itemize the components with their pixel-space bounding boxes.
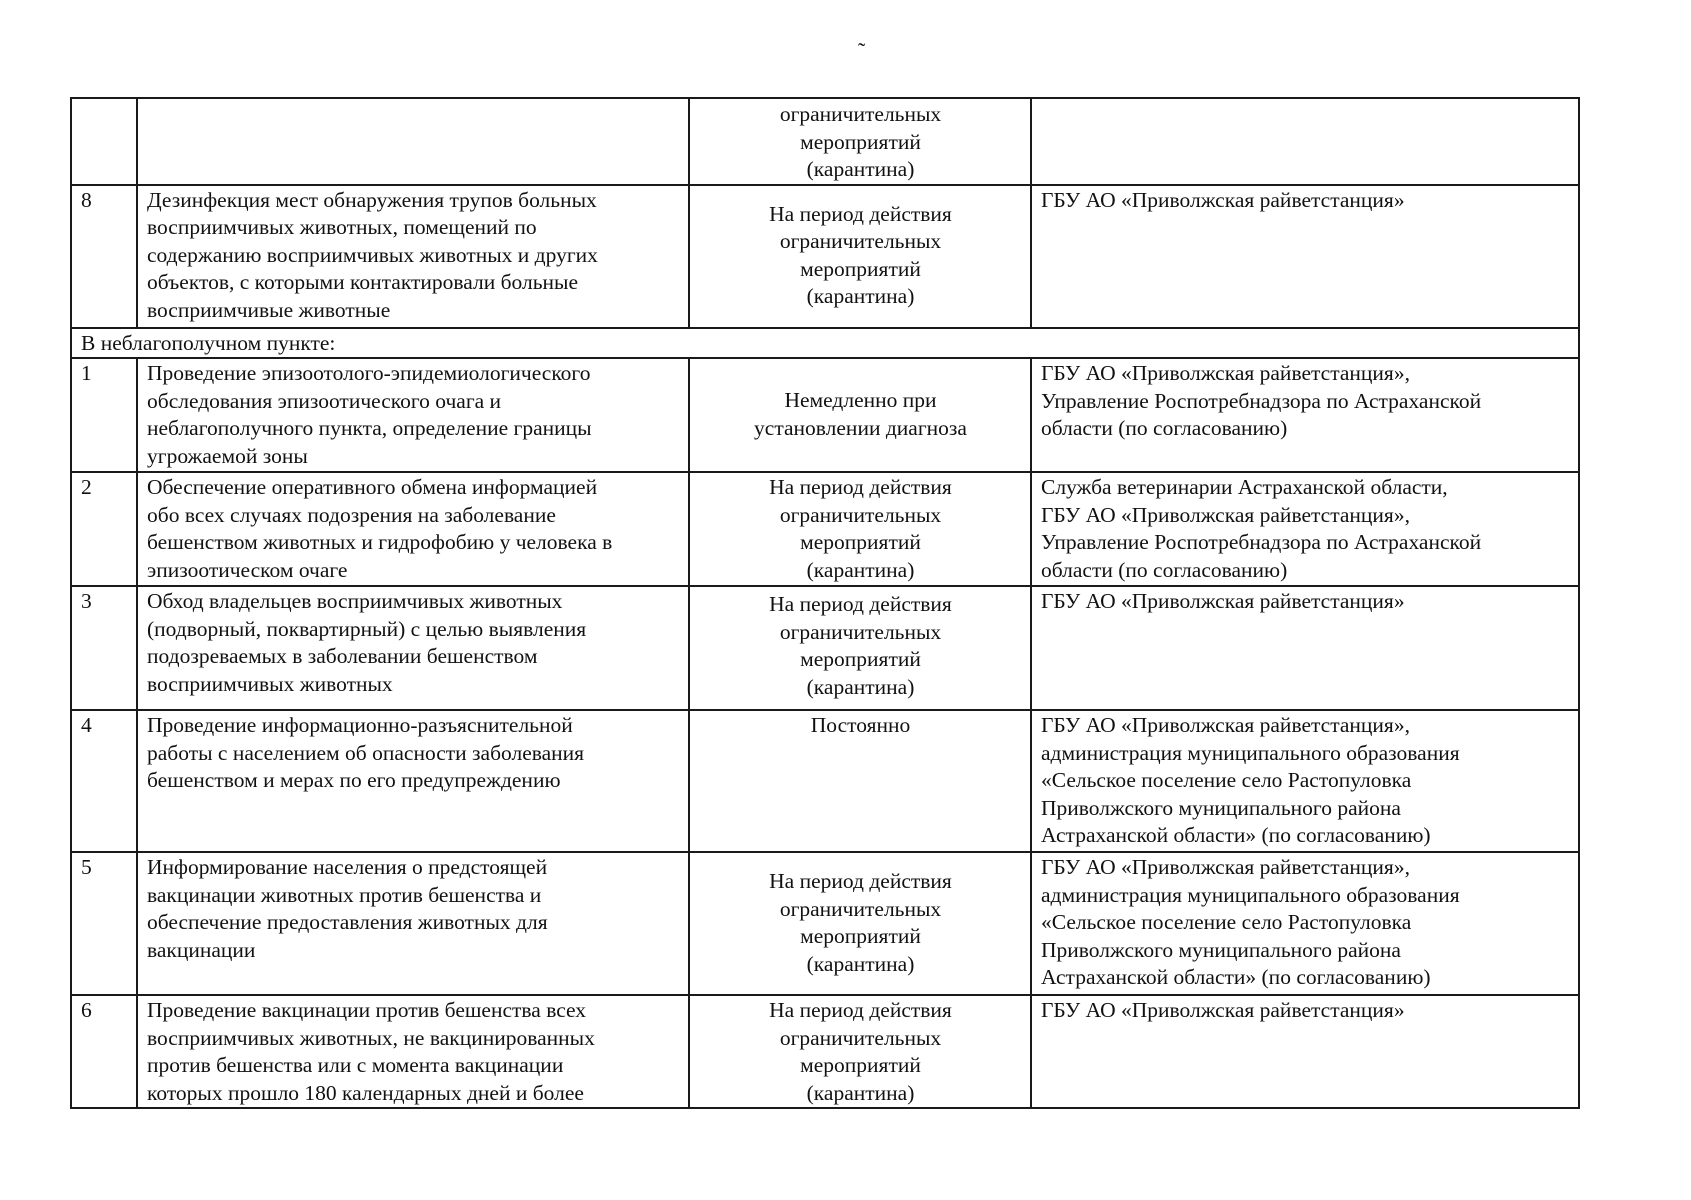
page-mark: ˜ [858,38,866,63]
action-cell [137,586,689,710]
term-cell [689,995,1031,1108]
row-number: 4 [71,710,137,852]
term-line: (карантина) [806,157,915,181]
action-cell [137,710,689,852]
term-line: На период действия [769,592,952,616]
term-cell [689,358,1031,472]
responsible-line: области (по согласованию) [1041,557,1288,582]
row-number: 8 [71,185,137,328]
term-line: ограничительных [779,102,942,126]
term-line: установлении диагноза [754,415,967,440]
action-line: подозреваемых в заболевании бешенством [147,644,538,668]
term-line: На период действия [769,869,952,893]
responsible-line: Приволжского муниципального района [1041,937,1401,962]
action-line: работы с населением об опасности заболевания [147,740,585,765]
row-number: 2 [71,472,137,586]
action-line: неблагополучного пункта, определение границы [147,416,592,440]
term-line: На период действия [769,201,952,226]
term-line: Постоянно [810,713,911,737]
row-number: 3 [71,586,137,710]
term-line: ограничительных [779,896,942,921]
table-row [71,472,1579,586]
action-line: вакцинации животных против бешенства и [147,882,542,907]
action-cell [137,472,689,586]
term-line: мероприятий [800,647,921,671]
action-line: восприимчивых животных, не вакцинированных [147,1025,595,1050]
action-line: восприимчивых животных [147,671,393,696]
table-row [71,185,1579,328]
responsible-cell [1031,995,1579,1108]
measures-table [70,97,1580,1109]
action-line: бешенством животных и гидрофобию у человека в [147,530,613,554]
action-line: восприимчивых животных, помещений по [147,215,537,239]
responsible-line: ГБУ АО «Приволжская райветстанция» [1041,998,1405,1022]
term-cell [689,98,1031,185]
term-line: (карантина) [806,674,915,699]
action-line: содержанию восприимчивых животных и других [147,242,598,267]
term-line: (карантина) [806,557,915,582]
responsible-line: Управление Роспотребнадзора по Астраханской [1041,388,1482,413]
responsible-line: Управление Роспотребнадзора по Астраханской [1041,530,1482,554]
action-line: Проведение эпизоотолого-эпидемиологического [147,361,591,385]
term-line: На период действия [769,998,952,1022]
responsible-cell [1031,710,1579,852]
term-line: (карантина) [806,951,915,976]
responsible-line: ГБУ АО «Приволжская райветстанция», [1041,502,1410,527]
responsible-line: администрация муниципального образования [1041,882,1460,907]
table-row [71,852,1579,995]
responsible-line: Служба ветеринарии Астраханской области, [1041,475,1448,499]
action-line: обеспечение предоставления животных для [147,910,548,934]
term-cell [689,710,1031,852]
term-cell [689,586,1031,710]
row-number: 1 [71,358,137,472]
action-line: (подворный, поквартирный) с целью выявления [147,616,587,641]
responsible-cell [1031,852,1579,995]
responsible-cell [1031,472,1579,586]
action-line: Информирование населения о предстоящей [147,855,548,879]
action-cell [137,98,689,185]
term-line: ограничительных [779,1025,942,1050]
responsible-line: администрация муниципального образования [1041,740,1460,765]
term-line: ограничительных [779,619,942,644]
term-line: ограничительных [779,229,942,253]
action-line: эпизоотическом очаге [147,557,348,582]
responsible-cell [1031,586,1579,710]
responsible-line: ГБУ АО «Приволжская райветстанция», [1041,713,1410,737]
table-row [71,98,1579,185]
responsible-line: «Сельское поселение село Растопуловка [1041,768,1412,792]
responsible-line: Астраханской области» (по согласованию) [1041,823,1431,847]
responsible-cell [1031,98,1579,185]
action-line: бешенством и мерах по его предупреждению [147,768,561,792]
action-line: которых прошло 180 календарных дней и более [147,1080,584,1105]
row-number: 5 [71,852,137,995]
term-line: Немедленно при [784,388,937,412]
action-line: обследования эпизоотического очага и [147,388,502,413]
action-cell [137,852,689,995]
term-line: (карантина) [806,284,915,308]
action-line: Обеспечение оперативного обмена информацией [147,475,598,499]
term-line: мероприятий [800,530,921,554]
section-row [71,328,1579,359]
action-line: обо всех случаях подозрения на заболевание [147,502,556,527]
term-cell [689,852,1031,995]
section-title: В неблагополучном пункте: [71,328,1579,359]
responsible-line: ГБУ АО «Приволжская райветстанция», [1041,855,1410,879]
table-row [71,358,1579,472]
table-row [71,995,1579,1108]
action-line: Дезинфекция мест обнаружения трупов больных [147,187,597,212]
responsible-line: ГБУ АО «Приволжская райветстанция» [1041,187,1405,212]
term-line: мероприятий [800,129,921,154]
action-line: Проведение информационно-разъяснительной [147,713,573,737]
responsible-line: ГБУ АО «Приволжская райветстанция», [1041,361,1410,385]
responsible-cell [1031,358,1579,472]
row-number [71,98,137,185]
action-line: вакцинации [147,937,256,962]
responsible-cell [1031,185,1579,328]
table-row [71,710,1579,852]
action-line: Обход владельцев восприимчивых животных [147,589,563,613]
term-line: На период действия [769,475,952,499]
term-cell [689,185,1031,328]
responsible-line: Астраханской области» (по согласованию) [1041,965,1431,989]
action-line: против бешенства или с момента вакцинации [147,1053,564,1077]
term-line: мероприятий [800,256,921,281]
action-line: объектов, с которыми контактировали больные [147,270,579,294]
term-line: мероприятий [800,1053,921,1077]
action-cell [137,995,689,1108]
action-line: Проведение вакцинации против бешенства всех [147,998,587,1022]
action-line: угрожаемой зоны [147,443,308,468]
term-line: ограничительных [779,502,942,527]
action-cell [137,358,689,472]
responsible-line: «Сельское поселение село Растопуловка [1041,910,1412,934]
action-cell [137,185,689,328]
term-cell [689,472,1031,586]
term-line: мероприятий [800,924,921,948]
responsible-line: области (по согласованию) [1041,416,1288,440]
action-line: восприимчивые животные [147,297,391,322]
term-line: (карантина) [806,1080,915,1105]
row-number: 6 [71,995,137,1108]
responsible-line: Приволжского муниципального района [1041,795,1401,820]
responsible-line: ГБУ АО «Приволжская райветстанция» [1041,589,1405,613]
table-row [71,586,1579,710]
